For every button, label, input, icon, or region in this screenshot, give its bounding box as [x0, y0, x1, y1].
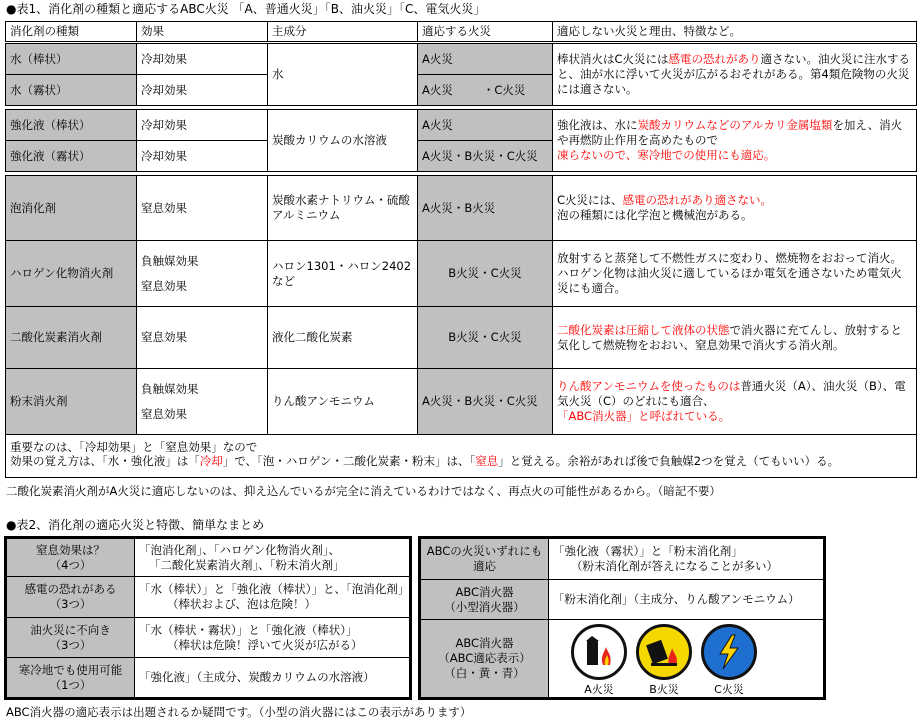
summary-highlight: 窒息 [475, 454, 499, 469]
summary-answer [135, 618, 410, 658]
note-cell [553, 307, 917, 369]
fire-cell [418, 75, 553, 106]
table1-heading: ●表1、消化剤の種類と適応するABC火災 「A、普通火災」「B、油火災」「C、電気火災」 [6, 2, 486, 16]
effect-line: 窒息効果 [141, 406, 187, 421]
component-cell: 液化二酸化炭素 [268, 307, 418, 369]
summary-answer [135, 539, 410, 577]
fire-cell: A火災・B火災・C火災 [418, 369, 553, 435]
note-cell [553, 44, 917, 106]
agent-reinforced-stream: 強化液（棒状） [6, 110, 137, 141]
note-text: C火災には、 [557, 193, 623, 208]
summary-question [7, 618, 135, 658]
note-highlight: 感電の恐れがあり適さない。 [622, 193, 773, 208]
summary-highlight: 冷却 [199, 454, 223, 469]
note-highlight: 凍らないので、寒冷地での使用にも適応。 [557, 147, 776, 162]
table1-group-water [5, 43, 917, 106]
summary-question: ABCの火災いずれにも適応 [421, 539, 549, 580]
agent-halogen: ハロゲン化物消火剤 [6, 241, 137, 307]
note-text: 強化液は、水に [557, 118, 638, 133]
effect-cell [137, 369, 268, 435]
question-count: （1つ） [49, 677, 92, 692]
abc-badges-cell [549, 620, 824, 698]
summary-question [7, 658, 135, 698]
agent-water-stream: 水（棒状） [6, 44, 137, 75]
note-cell [553, 176, 917, 241]
component-cell: ハロン1301・ハロン2402など [268, 241, 418, 307]
agent-reinforced-spray: 強化液（霧状） [6, 141, 137, 172]
note-cell: 放射すると蒸発して不燃性ガスに変わり、燃焼物をおおって消火。ハロゲン化物は油火災に適しているほか電気を通さないため電気火災にも適合。 [553, 241, 917, 307]
effect-cell: 窒息効果 [137, 307, 268, 369]
table1-group-others [5, 175, 917, 435]
fire-c-badge-icon [701, 624, 757, 680]
answer-text: 「二酸化炭素消火剤」、「粉末消火剤」 [149, 557, 345, 572]
summary-question [421, 620, 549, 698]
note-text: 普通火災（A）、油火災（B）、電気火災（C）のどれにも適合、 [557, 379, 906, 409]
note-cell [553, 369, 917, 435]
question-text: 寒冷地でも使用可能 [18, 662, 123, 677]
effect-line: 窒息効果 [141, 278, 187, 293]
fire-cell: A火災 [418, 44, 553, 75]
fire-c: ・C火災 [482, 82, 526, 97]
question-count: （3つ） [49, 637, 92, 652]
component-cell: 炭酸カリウムの水溶液 [268, 110, 418, 172]
note-highlight: りん酸アンモニウムを使ったものは [557, 379, 741, 394]
note-highlight: 感電の恐れがあり [668, 52, 761, 67]
summary-text: 」で、「泡・ハロゲン・二酸化炭素・粉末」は、「 [222, 454, 476, 469]
table2-heading: ●表2、消化剤の適応火災と特徴、簡単なまとめ [6, 518, 265, 532]
fire-c-label: C火災 [714, 683, 744, 696]
summary-question [7, 577, 135, 618]
table2-right [418, 536, 826, 700]
fire-cell: B火災・C火災 [418, 241, 553, 307]
fire-a-label: A火災 [584, 683, 614, 696]
fire-b-badge-icon [636, 624, 692, 680]
answer-text: 「泡消化剤」、「ハロゲン化物消火剤」、 [139, 542, 341, 557]
note-text: を加え、消火や再燃防止作用を高めたもので [557, 118, 903, 148]
question-text: ABC消火器 [455, 636, 514, 651]
summary-text: 効果の覚え方は、「水・強化液」は「 [10, 454, 200, 469]
fire-b-label: B火災 [649, 683, 679, 696]
note-highlight: 二酸化炭素は圧縮して液体の状態 [557, 322, 730, 337]
agent-powder: 粉末消火剤 [6, 369, 137, 435]
component-cell: りん酸アンモニウム [268, 369, 418, 435]
component-cell: 炭酸水素ナトリウム・硫酸アルミニウム [268, 176, 418, 241]
note-text: 棒状消火はC火災には [557, 52, 669, 67]
note-text: 泡の種類には化学泡と機械泡がある。 [557, 208, 753, 222]
question-text: （小型消火器） [444, 599, 525, 614]
summary-answer: 「強化液」（主成分、炭酸カリウムの水溶液） [135, 658, 410, 698]
col-applicable-fire: 適応する火災 [418, 22, 553, 42]
answer-text: 「水（棒状・霧状）」と「強化液（棒状）」 [139, 622, 358, 637]
summary-answer [549, 539, 824, 580]
effect-cell: 冷却効果 [137, 75, 268, 106]
component-cell: 水 [268, 44, 418, 106]
answer-text: （棒状は危険！浮いて火災が広がる） [167, 637, 363, 652]
summary-text: 」と覚える。余裕があれば後で負触媒2つを覚え（てもいい）る。 [498, 454, 840, 469]
table1-header [5, 21, 917, 42]
footnote-abc-display: ABC消火器の適応表示は出題されるか疑問です。（小型の消火器にはこの表示があります） [6, 705, 472, 719]
summary-question [421, 580, 549, 620]
summary-line-1: 重要なのは、「冷却効果」と「窒息効果」なので [10, 440, 258, 454]
fire-cell: B火災・C火災 [418, 307, 553, 369]
effect-cell: 冷却効果 [137, 141, 268, 172]
col-agent-type: 消化剤の種類 [6, 22, 137, 42]
agent-co2: 二酸化炭素消火剤 [6, 307, 137, 369]
question-text: （白・黄・青） [444, 665, 525, 680]
answer-text: （粉末消化剤が答えになることが多い） [571, 559, 778, 573]
col-effect: 効果 [137, 22, 268, 42]
note-cell [553, 110, 917, 172]
fire-cell: A火災・B火災・C火災 [418, 141, 553, 172]
note-text: で消火器に充てんし、放射すると気化して燃焼物をおおい、窒息効果で消火する消火剤。 [557, 322, 902, 352]
note-text: 適さない。油火災に注水すると、油が水に浮いて火災が広がるおそれがある。第4類危険物の火災には適さない。 [557, 52, 911, 96]
question-count: （4つ） [49, 557, 92, 572]
fire-a: A火災 [422, 82, 453, 97]
note-highlight: 「ABC消火器」と呼ばれている。 [557, 408, 731, 423]
question-text: ABC消火器 [455, 584, 514, 599]
fire-cell: A火災 [418, 110, 553, 141]
summary-line-2 [10, 454, 912, 468]
summary-answer: 「粉末消化剤」（主成分、りん酸アンモニウム） [549, 580, 824, 620]
answer-text: 「強化液（霧状）」と「粉末消化剤」 [553, 544, 743, 559]
col-notes: 適応しない火災と理由、特徴など。 [553, 22, 917, 42]
question-text: （ABC適応表示） [438, 651, 531, 666]
summary-box [5, 434, 917, 478]
fire-cell: A火災・B火災 [418, 176, 553, 241]
note-highlight: 炭酸カリウムなどのアルカリ金属塩類 [637, 118, 833, 133]
table2-left [4, 536, 412, 700]
agent-water-spray: 水（霧状） [6, 75, 137, 106]
question-text: 油火災に不向き [30, 622, 111, 637]
effect-cell: 冷却効果 [137, 44, 268, 75]
summary-answer [135, 577, 410, 618]
table1-group-reinforced [5, 109, 917, 172]
effect-cell: 窒息効果 [137, 176, 268, 241]
effect-line: 負触媒効果 [141, 381, 199, 396]
effect-cell [137, 241, 268, 307]
answer-text: （棒状および、泡は危険！） [167, 597, 317, 611]
question-text: 感電の恐れがある [24, 582, 117, 597]
effect-line: 負触媒効果 [141, 253, 199, 268]
question-count: （3つ） [49, 597, 92, 611]
effect-cell: 冷却効果 [137, 110, 268, 141]
col-component: 主成分 [268, 22, 418, 42]
answer-text: 「水（棒状）」と「強化液（棒状）」と、「泡消化剤」 [139, 582, 410, 597]
agent-foam: 泡消化剤 [6, 176, 137, 241]
fire-a-badge-icon [571, 624, 627, 680]
question-text: 窒息効果は？ [36, 542, 105, 557]
footnote-co2: 二酸化炭素消火剤がA火災に適応しないのは、抑え込んでいるが完全に消えているわけではなく、再点火の可能性があるから。（暗記不要） [6, 484, 721, 498]
summary-question [7, 539, 135, 577]
